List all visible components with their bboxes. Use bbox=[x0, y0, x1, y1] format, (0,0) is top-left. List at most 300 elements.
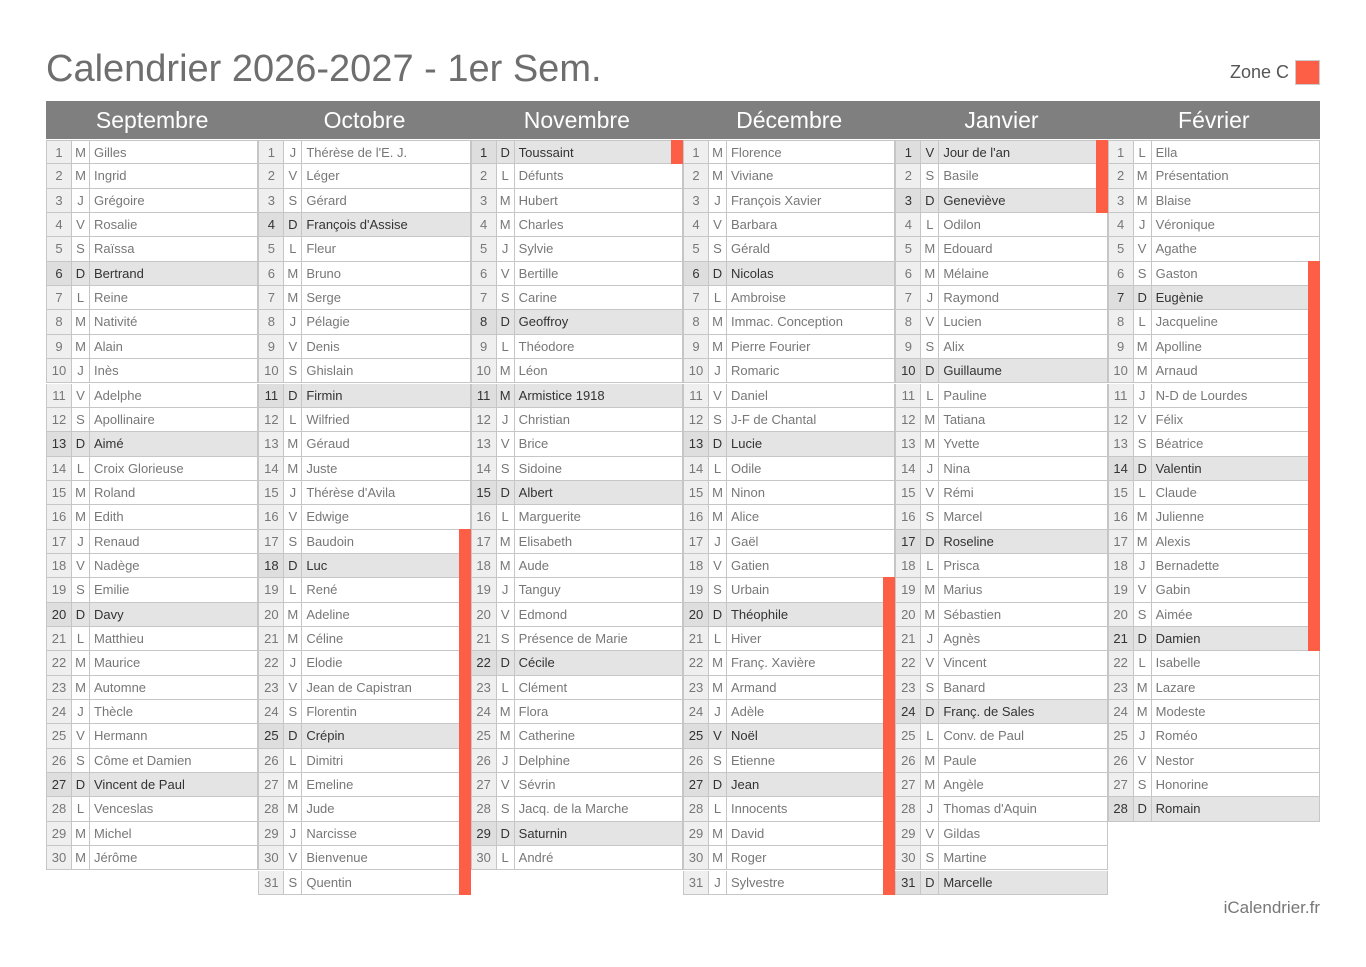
day-row[interactable] bbox=[471, 822, 683, 846]
day-row[interactable] bbox=[258, 749, 470, 773]
day-row[interactable] bbox=[46, 773, 258, 797]
day-row[interactable] bbox=[683, 457, 895, 481]
day-row[interactable] bbox=[46, 359, 258, 383]
day-row[interactable] bbox=[258, 554, 470, 578]
day-row[interactable] bbox=[895, 213, 1107, 237]
day-row[interactable] bbox=[471, 408, 683, 432]
day-row[interactable] bbox=[471, 359, 683, 383]
day-row[interactable] bbox=[46, 213, 258, 237]
day-row[interactable] bbox=[895, 554, 1107, 578]
day-number: 16 bbox=[1109, 505, 1134, 528]
day-number: 27 bbox=[1109, 773, 1134, 796]
weekday-letter: D bbox=[284, 724, 302, 747]
day-row[interactable] bbox=[471, 651, 683, 675]
saint-name: Lucien bbox=[943, 314, 982, 330]
day-row[interactable] bbox=[258, 724, 470, 748]
weekday-letter: S bbox=[72, 578, 90, 601]
day-row[interactable] bbox=[683, 700, 895, 724]
saint-name: Sidoine bbox=[518, 460, 563, 476]
day-row[interactable] bbox=[683, 189, 895, 213]
day-row[interactable] bbox=[895, 749, 1107, 773]
day-row[interactable] bbox=[683, 846, 895, 870]
day-row[interactable] bbox=[46, 505, 258, 529]
day-number: 21 bbox=[684, 627, 709, 650]
day-number: 17 bbox=[684, 530, 709, 553]
day-number: 23 bbox=[1109, 676, 1134, 699]
day-row[interactable] bbox=[895, 359, 1107, 383]
day-row[interactable] bbox=[471, 189, 683, 213]
day-row[interactable] bbox=[683, 335, 895, 359]
day-row[interactable] bbox=[471, 262, 683, 286]
day-row[interactable] bbox=[895, 237, 1107, 261]
day-row[interactable] bbox=[1108, 335, 1320, 359]
day-row[interactable] bbox=[471, 237, 683, 261]
day-row[interactable] bbox=[1108, 384, 1320, 408]
day-row[interactable] bbox=[683, 164, 895, 188]
saint-name: Modeste bbox=[1155, 704, 1206, 720]
weekday-letter: J bbox=[497, 408, 515, 431]
day-row[interactable] bbox=[46, 846, 258, 870]
day-row[interactable] bbox=[471, 578, 683, 602]
day-row[interactable] bbox=[471, 213, 683, 237]
day-number: 6 bbox=[472, 262, 497, 285]
day-row[interactable] bbox=[46, 530, 258, 554]
saint-name: Jour de l'an bbox=[943, 145, 1011, 160]
day-number: 9 bbox=[472, 335, 497, 358]
saint-name: Conv. de Paul bbox=[943, 728, 1025, 744]
day-row[interactable] bbox=[258, 432, 470, 456]
day-row[interactable] bbox=[1108, 457, 1320, 481]
month-column bbox=[258, 101, 470, 890]
day-row[interactable] bbox=[895, 481, 1107, 505]
day-row[interactable] bbox=[895, 140, 1107, 164]
vacation-marker bbox=[883, 870, 895, 895]
day-row[interactable] bbox=[683, 505, 895, 529]
day-row[interactable] bbox=[258, 797, 470, 821]
day-row[interactable] bbox=[895, 189, 1107, 213]
day-row[interactable] bbox=[895, 457, 1107, 481]
vacation-marker bbox=[1308, 431, 1320, 456]
day-row[interactable] bbox=[683, 676, 895, 700]
day-row[interactable] bbox=[1108, 359, 1320, 383]
day-number: 28 bbox=[47, 797, 72, 820]
vacation-marker bbox=[459, 723, 471, 748]
day-row[interactable] bbox=[471, 846, 683, 870]
saint-name: Rémi bbox=[943, 484, 974, 500]
day-row[interactable] bbox=[46, 262, 258, 286]
month-column bbox=[471, 101, 683, 866]
day-number: 21 bbox=[1109, 627, 1134, 650]
day-row[interactable] bbox=[683, 384, 895, 408]
day-row[interactable] bbox=[46, 408, 258, 432]
weekday-letter: S bbox=[921, 846, 939, 869]
day-row[interactable] bbox=[895, 871, 1107, 895]
day-row[interactable] bbox=[258, 140, 470, 164]
day-row[interactable] bbox=[471, 384, 683, 408]
day-number: 28 bbox=[472, 797, 497, 820]
day-row[interactable] bbox=[46, 578, 258, 602]
day-number: 4 bbox=[684, 213, 709, 236]
weekday-letter: S bbox=[921, 676, 939, 699]
day-row[interactable] bbox=[1108, 773, 1320, 797]
saint-name: Angèle bbox=[943, 777, 984, 793]
weekday-letter: L bbox=[497, 846, 515, 869]
saint-name: Narcisse bbox=[306, 825, 357, 841]
day-row[interactable] bbox=[46, 140, 258, 164]
day-row[interactable] bbox=[258, 871, 470, 895]
weekday-letter: M bbox=[284, 286, 302, 309]
day-row[interactable] bbox=[895, 384, 1107, 408]
day-row[interactable] bbox=[683, 724, 895, 748]
saint-name: Véronique bbox=[1155, 217, 1215, 233]
day-number: 12 bbox=[896, 408, 921, 431]
day-row[interactable] bbox=[1108, 310, 1320, 334]
day-row[interactable] bbox=[1108, 554, 1320, 578]
day-row[interactable] bbox=[258, 505, 470, 529]
day-row[interactable] bbox=[258, 457, 470, 481]
day-row[interactable] bbox=[258, 773, 470, 797]
saint-name: Venceslas bbox=[94, 801, 154, 817]
weekday-letter: L bbox=[497, 676, 515, 699]
day-row[interactable] bbox=[683, 310, 895, 334]
day-row[interactable] bbox=[895, 310, 1107, 334]
day-row[interactable] bbox=[471, 700, 683, 724]
day-row[interactable] bbox=[46, 237, 258, 261]
saint-name: Alexis bbox=[1155, 533, 1191, 549]
weekday-letter: M bbox=[709, 141, 727, 163]
vacation-marker bbox=[1308, 334, 1320, 359]
day-number: 31 bbox=[684, 871, 709, 894]
day-row[interactable] bbox=[471, 724, 683, 748]
day-row[interactable] bbox=[895, 676, 1107, 700]
day-row[interactable] bbox=[683, 408, 895, 432]
weekday-letter: D bbox=[1134, 286, 1152, 309]
day-row[interactable] bbox=[258, 408, 470, 432]
day-row[interactable] bbox=[895, 773, 1107, 797]
day-row[interactable] bbox=[1108, 700, 1320, 724]
day-row[interactable] bbox=[1108, 627, 1320, 651]
day-row[interactable] bbox=[895, 700, 1107, 724]
weekday-letter: V bbox=[72, 554, 90, 577]
day-row[interactable] bbox=[46, 286, 258, 310]
day-row[interactable] bbox=[1108, 530, 1320, 554]
saint-name: Fleur bbox=[306, 241, 336, 257]
day-number: 25 bbox=[1109, 724, 1134, 747]
day-row[interactable] bbox=[1108, 164, 1320, 188]
day-row[interactable] bbox=[258, 603, 470, 627]
saint-name: Carine bbox=[518, 290, 557, 306]
day-row[interactable] bbox=[1108, 505, 1320, 529]
day-number: 4 bbox=[472, 213, 497, 236]
day-row[interactable] bbox=[1108, 432, 1320, 456]
day-row[interactable] bbox=[683, 530, 895, 554]
day-row[interactable] bbox=[258, 651, 470, 675]
saint-name: Léger bbox=[306, 168, 340, 184]
vacation-marker bbox=[459, 602, 471, 627]
vacation-marker bbox=[883, 748, 895, 773]
day-row[interactable] bbox=[683, 749, 895, 773]
day-number: 27 bbox=[896, 773, 921, 796]
saint-name: Florence bbox=[730, 145, 782, 160]
day-row[interactable] bbox=[46, 822, 258, 846]
day-row[interactable] bbox=[46, 554, 258, 578]
weekday-letter: J bbox=[921, 286, 939, 309]
day-number: 13 bbox=[684, 432, 709, 455]
saint-name: Pauline bbox=[943, 387, 987, 403]
day-number: 11 bbox=[896, 384, 921, 407]
day-row[interactable] bbox=[258, 627, 470, 651]
day-number: 24 bbox=[47, 700, 72, 723]
day-row[interactable] bbox=[471, 554, 683, 578]
saint-name: Sévrin bbox=[518, 777, 556, 793]
weekday-letter: V bbox=[497, 773, 515, 796]
day-number: 3 bbox=[47, 189, 72, 212]
saint-name: Blaise bbox=[1155, 192, 1192, 208]
saint-name: Thérèse d'Avila bbox=[306, 484, 396, 500]
day-number: 17 bbox=[896, 530, 921, 553]
weekday-letter: S bbox=[921, 505, 939, 528]
day-row[interactable] bbox=[683, 871, 895, 895]
day-row[interactable] bbox=[46, 676, 258, 700]
day-row[interactable] bbox=[1108, 651, 1320, 675]
day-row[interactable] bbox=[683, 237, 895, 261]
day-row[interactable] bbox=[895, 286, 1107, 310]
day-row[interactable] bbox=[471, 797, 683, 821]
saint-name: Hermann bbox=[94, 728, 148, 744]
day-number: 6 bbox=[896, 262, 921, 285]
day-row[interactable] bbox=[46, 749, 258, 773]
day-row[interactable] bbox=[46, 310, 258, 334]
day-row[interactable] bbox=[46, 700, 258, 724]
saint-name: Gabin bbox=[1155, 582, 1191, 598]
day-row[interactable] bbox=[258, 310, 470, 334]
day-row[interactable] bbox=[895, 335, 1107, 359]
saint-name: Geneviève bbox=[943, 192, 1006, 208]
day-row[interactable] bbox=[471, 335, 683, 359]
day-number: 24 bbox=[472, 700, 497, 723]
vacation-marker bbox=[883, 699, 895, 724]
day-row[interactable] bbox=[471, 505, 683, 529]
day-row[interactable] bbox=[683, 286, 895, 310]
day-row[interactable] bbox=[258, 676, 470, 700]
day-row[interactable] bbox=[683, 481, 895, 505]
day-number: 24 bbox=[684, 700, 709, 723]
day-row[interactable] bbox=[895, 822, 1107, 846]
day-row[interactable] bbox=[471, 773, 683, 797]
day-row[interactable] bbox=[471, 749, 683, 773]
day-row[interactable] bbox=[1108, 189, 1320, 213]
day-row[interactable] bbox=[895, 432, 1107, 456]
day-row[interactable] bbox=[683, 651, 895, 675]
day-number: 20 bbox=[1109, 603, 1134, 626]
day-number: 5 bbox=[1109, 237, 1134, 260]
day-number: 5 bbox=[684, 237, 709, 260]
day-row[interactable] bbox=[1108, 603, 1320, 627]
day-number: 17 bbox=[47, 530, 72, 553]
day-row[interactable] bbox=[258, 700, 470, 724]
weekday-letter: M bbox=[72, 310, 90, 333]
day-row[interactable] bbox=[1108, 676, 1320, 700]
day-row[interactable] bbox=[46, 164, 258, 188]
weekday-letter: V bbox=[497, 262, 515, 285]
day-row[interactable] bbox=[471, 530, 683, 554]
saint-name: René bbox=[306, 582, 338, 598]
day-number: 11 bbox=[47, 384, 72, 407]
day-row[interactable] bbox=[895, 627, 1107, 651]
day-row[interactable] bbox=[895, 262, 1107, 286]
weekday-letter: V bbox=[921, 651, 939, 674]
day-number: 4 bbox=[896, 213, 921, 236]
day-row[interactable] bbox=[1108, 262, 1320, 286]
saint-name: Marius bbox=[943, 582, 983, 598]
saint-name: Aimée bbox=[1155, 606, 1193, 622]
day-number: 2 bbox=[472, 164, 497, 187]
day-row[interactable] bbox=[895, 530, 1107, 554]
vacation-marker bbox=[1308, 602, 1320, 627]
day-row[interactable] bbox=[46, 603, 258, 627]
day-row[interactable] bbox=[683, 797, 895, 821]
day-row[interactable] bbox=[1108, 749, 1320, 773]
day-row[interactable] bbox=[258, 530, 470, 554]
day-number: 31 bbox=[259, 871, 284, 894]
weekday-letter: M bbox=[709, 164, 727, 187]
day-number: 21 bbox=[472, 627, 497, 650]
day-row[interactable] bbox=[1108, 213, 1320, 237]
day-row[interactable] bbox=[258, 262, 470, 286]
saint-name: Paule bbox=[943, 752, 977, 768]
day-row[interactable] bbox=[1108, 578, 1320, 602]
weekday-letter: M bbox=[497, 554, 515, 577]
day-row[interactable] bbox=[895, 164, 1107, 188]
saint-name: Roland bbox=[94, 484, 136, 500]
day-row[interactable] bbox=[471, 676, 683, 700]
day-row[interactable] bbox=[895, 578, 1107, 602]
day-row[interactable] bbox=[46, 481, 258, 505]
saint-name: Jérôme bbox=[94, 850, 138, 866]
day-row[interactable] bbox=[471, 481, 683, 505]
day-row[interactable] bbox=[895, 505, 1107, 529]
saint-name: Alix bbox=[943, 338, 965, 354]
weekday-letter: M bbox=[72, 676, 90, 699]
day-number: 26 bbox=[259, 749, 284, 772]
day-number: 1 bbox=[47, 141, 72, 163]
day-row[interactable] bbox=[258, 286, 470, 310]
weekday-letter: J bbox=[921, 457, 939, 480]
day-number: 17 bbox=[472, 530, 497, 553]
day-row[interactable] bbox=[1108, 797, 1320, 821]
saint-name: Prisca bbox=[943, 557, 980, 573]
weekday-letter: D bbox=[709, 773, 727, 796]
day-row[interactable] bbox=[46, 724, 258, 748]
saint-name: Tanguy bbox=[518, 582, 561, 598]
day-row[interactable] bbox=[683, 359, 895, 383]
day-row[interactable] bbox=[471, 140, 683, 164]
day-row[interactable] bbox=[683, 822, 895, 846]
day-row[interactable] bbox=[46, 797, 258, 821]
day-row[interactable] bbox=[46, 651, 258, 675]
weekday-letter: L bbox=[284, 578, 302, 601]
weekday-letter: M bbox=[1134, 700, 1152, 723]
day-row[interactable] bbox=[258, 237, 470, 261]
weekday-letter: S bbox=[284, 189, 302, 212]
day-row[interactable] bbox=[1108, 140, 1320, 164]
day-row[interactable] bbox=[471, 627, 683, 651]
day-row[interactable] bbox=[258, 481, 470, 505]
day-row[interactable] bbox=[258, 359, 470, 383]
day-row[interactable] bbox=[683, 213, 895, 237]
day-row[interactable] bbox=[258, 846, 470, 870]
saint-name: Etienne bbox=[730, 752, 776, 768]
day-row[interactable] bbox=[1108, 481, 1320, 505]
day-row[interactable] bbox=[895, 724, 1107, 748]
weekday-letter: D bbox=[921, 700, 939, 723]
day-row[interactable] bbox=[46, 189, 258, 213]
day-row[interactable] bbox=[46, 432, 258, 456]
day-number: 17 bbox=[1109, 530, 1134, 553]
day-row[interactable] bbox=[683, 262, 895, 286]
day-row[interactable] bbox=[258, 822, 470, 846]
day-row[interactable] bbox=[1108, 408, 1320, 432]
day-number: 23 bbox=[896, 676, 921, 699]
day-row[interactable] bbox=[683, 627, 895, 651]
saint-name: Agathe bbox=[1155, 241, 1197, 257]
weekday-letter: M bbox=[709, 310, 727, 333]
day-row[interactable] bbox=[683, 554, 895, 578]
saint-name: Saturnin bbox=[518, 825, 568, 841]
day-row[interactable] bbox=[471, 164, 683, 188]
day-row[interactable] bbox=[1108, 286, 1320, 310]
day-row[interactable] bbox=[46, 627, 258, 651]
day-row[interactable] bbox=[471, 310, 683, 334]
day-row[interactable] bbox=[895, 603, 1107, 627]
day-row[interactable] bbox=[895, 797, 1107, 821]
day-row[interactable] bbox=[258, 335, 470, 359]
saint-name: Arnaud bbox=[1155, 363, 1198, 379]
day-row[interactable] bbox=[46, 384, 258, 408]
day-row[interactable] bbox=[683, 603, 895, 627]
day-row[interactable] bbox=[258, 213, 470, 237]
day-row[interactable] bbox=[471, 432, 683, 456]
day-row[interactable] bbox=[258, 164, 470, 188]
saint-name: Nestor bbox=[1155, 752, 1194, 768]
day-row[interactable] bbox=[683, 140, 895, 164]
day-row[interactable] bbox=[471, 286, 683, 310]
day-row[interactable] bbox=[258, 189, 470, 213]
day-row[interactable] bbox=[1108, 724, 1320, 748]
day-row[interactable] bbox=[471, 603, 683, 627]
day-row[interactable] bbox=[683, 432, 895, 456]
day-number: 14 bbox=[1109, 457, 1134, 480]
day-row[interactable] bbox=[683, 773, 895, 797]
saint-name: Inès bbox=[94, 363, 119, 379]
vacation-marker bbox=[1308, 456, 1320, 481]
weekday-letter: D bbox=[497, 822, 515, 845]
day-row[interactable] bbox=[895, 651, 1107, 675]
day-row[interactable] bbox=[683, 578, 895, 602]
day-row[interactable] bbox=[258, 578, 470, 602]
day-row[interactable] bbox=[895, 408, 1107, 432]
day-row[interactable] bbox=[258, 384, 470, 408]
day-row[interactable] bbox=[895, 846, 1107, 870]
day-row[interactable] bbox=[471, 457, 683, 481]
day-row[interactable] bbox=[46, 457, 258, 481]
saint-name: Aimé bbox=[94, 436, 124, 452]
day-number: 25 bbox=[896, 724, 921, 747]
day-row[interactable] bbox=[1108, 237, 1320, 261]
footer-site-name[interactable]: iCalendrier.fr bbox=[1223, 898, 1320, 917]
saint-name: N-D de Lourdes bbox=[1155, 387, 1248, 403]
day-row[interactable] bbox=[46, 335, 258, 359]
